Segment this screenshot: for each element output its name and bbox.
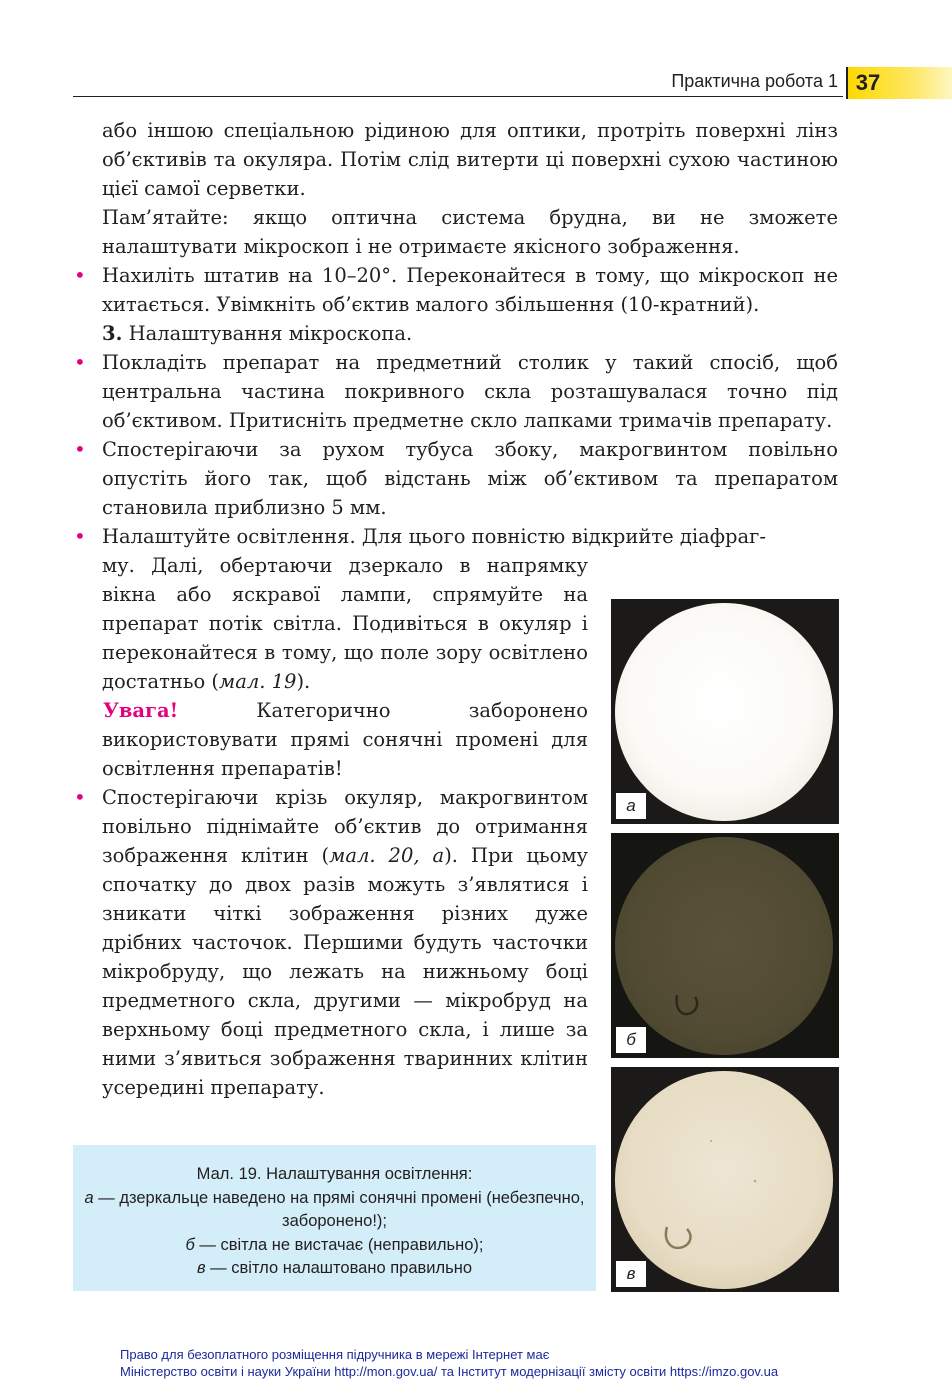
bullet-icon: • [74, 263, 86, 287]
microdebris-mark [615, 837, 833, 1055]
page-number: 37 [855, 70, 881, 95]
section-number: 3. [102, 322, 123, 345]
microscope-field-photo-c [611, 1067, 839, 1292]
bullet-icon: • [74, 785, 86, 809]
photo-label: б [616, 1027, 646, 1053]
footer-line-1: Право для безоплатного розміщення підручника в мережі Інтернет має [120, 1347, 550, 1362]
paragraph-cleaning: або іншою спеціальною рідиною для оптики, протріть поверхні лінз об’єктивів та окуляра. Потім слід витерти ці поверхні сухою частиною цієї самої серветки. [102, 119, 838, 200]
figure-caption [73, 1145, 596, 1291]
list-item-text: Нахиліть штатив на 10–20°. Переконайтеся в тому, що мікроскоп не хитається. Увімкніть об’єктив малого збільшення (10-кратний). [102, 264, 838, 316]
microscope-field-photo-a [611, 599, 839, 824]
list-item-text-first-line: Налаштуйте освітлення. Для цього повністю відкрийте діафраг- [102, 525, 766, 548]
running-header-title: Практична робота 1 [671, 71, 838, 91]
list-item-tilt [74, 261, 838, 319]
dark-field-disc [615, 837, 833, 1055]
caption-title: Мал. 19. Налаштування освітлення: [196, 1165, 473, 1183]
bullet-icon: • [74, 437, 86, 461]
bullet-icon: • [74, 350, 86, 374]
section-title: Налаштування мікроскопа. [128, 322, 413, 345]
list-item-text-rest: му. Далі, обертаючи дзеркало в напрямку вікна або яскравої лампи, спрямуйте на препарат потік світла. Подивіться в окуляр і переконайтеся в тому, що поле зору освітлено достатньо (мал. 19). [102, 554, 588, 693]
copyright-footer [120, 1346, 920, 1380]
header-rule [73, 96, 843, 97]
figure-reference: мал. 20, а [329, 844, 445, 867]
list-item-text: Покладіть препарат на предметний столик у такий спосіб, щоб центральна частина покривного скла розташувалася точно під об’єктивом. Притисніть предметне скло лапками тримачів препарату. [102, 351, 838, 432]
warning-label: Увага! [103, 699, 179, 722]
warning-paragraph [102, 696, 588, 783]
footer-line-2: Міністерство освіти і науки України http://mon.gov.ua/ та Інститут модернізації змісту освіти https://imzo.gov.ua [120, 1364, 779, 1379]
paragraph-remember: Пам’ятайте: якщо оптична система брудна, ви не зможете налаштувати мікроскоп і не отримаєте якісного зображення. [102, 206, 838, 258]
warning-text: Категорично заборонено використовувати прямі сонячні промені для освітлення препаратів! [102, 699, 588, 780]
photo-label: а [616, 793, 646, 819]
list-item-slide [74, 348, 838, 435]
microscope-field-photo-b [611, 833, 839, 1058]
bright-field-disc [615, 603, 833, 821]
list-item-lower-tube [74, 435, 838, 522]
caption-item-c: в — світло налаштовано правильно [196, 1259, 473, 1277]
photo-label: в [616, 1261, 646, 1287]
caption-item-a: а — дзеркальце наведено на прямі сонячні промені (небезпечно, заборонено!); [84, 1188, 585, 1230]
figure-reference: мал. 19 [219, 670, 297, 693]
bullet-icon: • [74, 524, 86, 548]
caption-item-b: б — світла не вистачає (неправильно); [185, 1235, 484, 1254]
microdebris-mark [615, 1071, 833, 1289]
correct-field-disc [615, 1071, 833, 1289]
list-item-text: Спостерігаючи за рухом тубуса збоку, макрогвинтом повільно опустіть його так, щоб відстань між об’єктивом та препаратом становила приблизно 5 мм. [102, 438, 838, 519]
list-item-text: Спостерігаючи крізь окуляр, макрогвинтом повільно піднімайте об’єктив до отримання зображення клітин (мал. 20, а). При цьому спочатку до двох разів можуть з’являтися і зникати чіткі зображення різних дуже дрібних часточок. Першими будуть часточки мікробруду, що лежать на нижньому боці предметного скла, другими — мікробруд на верхньому боці предметного скла, і лише за ними з’явиться зображення тваринних клітин усередині препарату. [102, 786, 588, 1099]
section-heading-3 [102, 319, 838, 348]
